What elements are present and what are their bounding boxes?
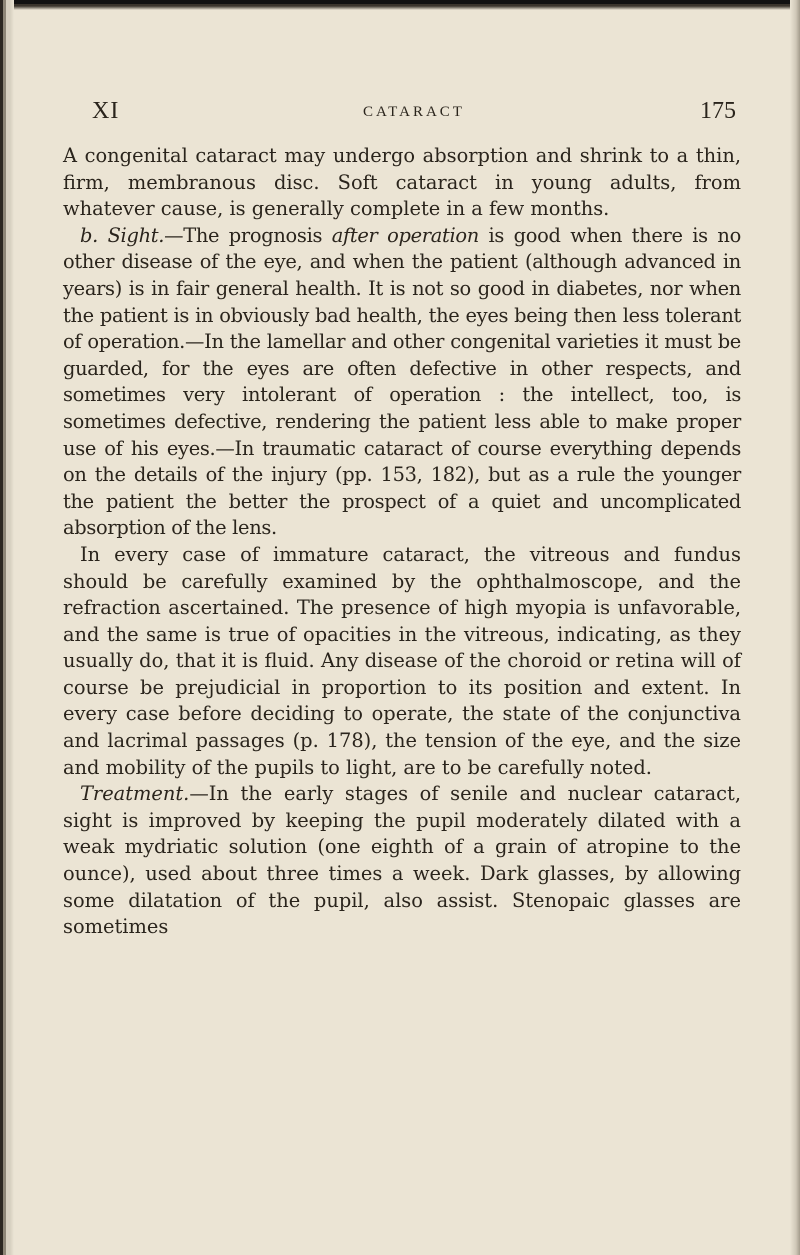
paragraph-immature-cataract [63,542,741,781]
page-binding-edge [0,0,14,1255]
paragraph-text: In every case of immature cataract, the vitreous and fundus should be carefully examined by the ophthalmoscope, and the refraction ascertained. The presence of high myopia is unfavorable, and the same is true of opacities in the vitreous, indicating, as they usually do, that it is fluid. Any disease of the choroid or retina will of course be prejudicial in proportion to its position and extent. In every case before deciding to operate, the state of the conjunctiva and lacrimal passages (p. 178), the tension of the eye, and the size and mobility of the pupils to light, are to be carefully noted. [63,542,741,779]
running-title: CATARACT [363,104,465,120]
page-right-edge [790,0,800,1255]
emphasis-after-operation: after operation [331,223,479,247]
paragraph-text: —In the early stages of senile and nuclear cataract, sight is improved by keeping the pupil moderately dilated with a weak mydriatic solution (one eighth of a grain of atropine to the ounce), used about three times a week. Dark glasses, by allowing some dilatation of the pupil, also assist. Stenopaic glasses are sometimes [63,782,741,939]
page-number: 175 [700,98,736,124]
running-header [92,98,736,130]
paragraph-text: —The prognosis [164,223,332,247]
paragraph-text: is good when there is no other disease of the eye, and when the patient (although advanced in years) is in fair general health. It is not so good in diabetes, nor when the patient is in obviously bad health, the eyes being then less tolerant of operation.—In the lamellar and other congenital varieties it must be guarded, for the eyes are often defective in other respects, and sometimes very intolerant of operation : the intellect, too, is sometimes defective, rendering the patient less able to make proper use of his eyes.—In traumatic cataract of course everything depends on the details of the injury (pp. 153, 182), but as a rule the younger the patient the better the prospect of a quiet and uncomplicated absorption of the lens. [63,223,741,540]
page-top-edge [0,0,800,10]
section-label-sight: b. Sight. [80,223,165,247]
paragraph-treatment [63,781,741,941]
paragraph-text: A congenital cataract may undergo absorption and shrink to a thin, firm, membranous disc. Soft cataract in young adults, from whatever cause, is generally complete in a few months. [63,144,741,221]
chapter-number: XI [92,98,120,124]
paragraph-absorption [63,143,741,223]
body-text [63,143,741,941]
section-label-treatment: Treatment. [80,782,190,806]
paragraph-sight [63,223,741,542]
